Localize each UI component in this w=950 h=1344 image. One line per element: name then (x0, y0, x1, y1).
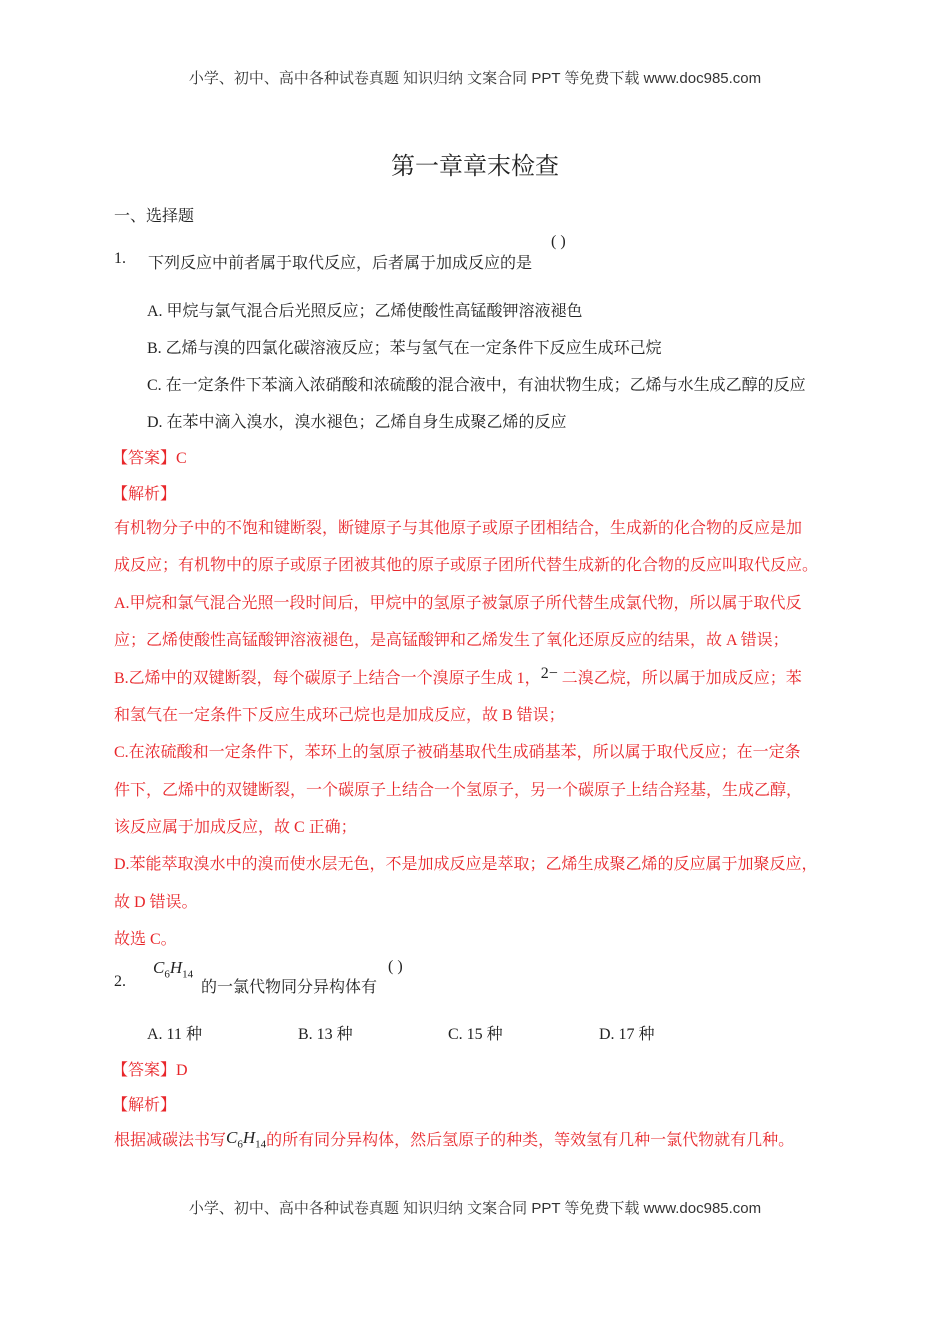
formula-h: H (242, 1128, 256, 1147)
q2-answer-paren: ( ) (388, 958, 403, 975)
answer-value: C (176, 450, 187, 467)
formula-h: H (169, 958, 183, 977)
q1-option-a: A. 甲烷与氯气混合后光照反应；乙烯使酸性高锰酸钾溶液褪色 (147, 303, 583, 320)
q1-option-b: B. 乙烯与溴的四氯化碳溶液反应；苯与氢气在一定条件下反应生成环己烷 (147, 340, 662, 357)
q1-answer-paren: ( ) (551, 233, 566, 250)
q2-analysis-label: 【解析】 (112, 1097, 177, 1114)
page-header: 小学、初中、高中各种试卷真题 知识归纳 文案合同 PPT 等免费下载 www.doc985.com (188, 70, 762, 87)
analysis-line: 和氢气在一定条件下反应生成环己烷也是加成反应，故 B 错误； (114, 707, 565, 724)
q1-stem: 下列反应中前者属于取代反应，后者属于加成反应的是 (148, 255, 533, 272)
analysis-line: 有机物分子中的不饱和键断裂，断键原子与其他原子或原子团相结合，生成新的化合物的反应是加 (114, 520, 803, 537)
analysis-line: A.甲烷和氯气混合光照一段时间后，甲烷中的氢原子被氯原子所代替生成氯代物，所以属于取代反 (114, 595, 802, 612)
analysis-formula (226, 1128, 267, 1151)
q1-option-d: D. 在苯中滴入溴水，溴水褪色；乙烯自身生成聚乙烯的反应 (147, 414, 567, 431)
q2-number: 2. (114, 973, 126, 990)
q1-option-c: C. 在一定条件下苯滴入浓硝酸和浓硫酸的混合液中，有油状物生成；乙烯与水生成乙醇的反应 (147, 377, 806, 394)
formula-c-sub: 6 (164, 968, 170, 981)
analysis-line: 故选 C。 (114, 931, 177, 948)
q2-answer (112, 1057, 188, 1080)
page-footer: 小学、初中、高中各种试卷真题 知识归纳 文案合同 PPT 等免费下载 www.doc985.com (188, 1200, 762, 1217)
formula-h-sub: 14 (182, 968, 194, 981)
q2-option-a: A. 11 种 (147, 1026, 202, 1043)
analysis-line: 该反应属于加成反应，故 C 正确； (114, 819, 357, 836)
analysis-text: 的所有同分异构体，然后氢原子的种类，等效氢有几种一氯代物就有几种。 (266, 1132, 795, 1149)
q2-stem: 的一氯代物同分异构体有 (201, 979, 378, 996)
q2-analysis-line (114, 1127, 794, 1152)
q2-option-b: B. 13 种 (298, 1026, 353, 1043)
q2-option-c: C. 15 种 (448, 1026, 503, 1043)
q2-option-d: D. 17 种 (599, 1026, 655, 1043)
analysis-line: D.苯能萃取溴水中的溴而使水层无色，不是加成反应是萃取；乙烯生成聚乙烯的反应属于加聚反应， (114, 856, 818, 873)
formula-c: C (153, 958, 165, 977)
analysis-line: 成反应；有机物中的原子或原子团被其他的原子或原子团所代替生成新的化合物的反应叫取代反应。 (114, 557, 819, 574)
analysis-line (114, 665, 802, 688)
analysis-line: 应；乙烯使酸性高锰酸钾溶液褪色，是高锰酸钾和乙烯发生了氧化还原反应的结果，故 A 错误； (114, 632, 789, 649)
analysis-line: C.在浓硫酸和一定条件下，苯环上的氢原子被硝基取代生成硝基苯，所以属于取代反应；在一定条 (114, 744, 801, 761)
q2-formula (153, 958, 193, 980)
q1-answer (112, 445, 187, 468)
formula-c-sub: 6 (237, 1138, 243, 1151)
analysis-text: B.乙烯中的双键断裂，每个碳原子上结合一个溴原子生成 1， (114, 670, 541, 687)
q1-analysis-label: 【解析】 (112, 486, 177, 503)
analysis-formula: 2− (540, 665, 558, 682)
analysis-line: 件下，乙烯中的双键断裂，一个碳原子上结合一个氢原子，另一个碳原子上结合羟基，生成乙醇， (114, 782, 803, 799)
analysis-text: 二溴乙烷，所以属于加成反应；苯 (557, 670, 802, 687)
analysis-text: 根据减碳法书写 (114, 1132, 227, 1149)
page-title: 第一章章末检查 (391, 154, 559, 180)
q1-number: 1. (114, 250, 126, 267)
formula-c: C (226, 1128, 238, 1147)
answer-label: 【答案】 (112, 1062, 177, 1079)
section-heading: 一、选择题 (114, 208, 195, 225)
analysis-line: 故 D 错误。 (114, 894, 198, 911)
answer-label: 【答案】 (112, 450, 177, 467)
answer-value: D (176, 1062, 188, 1079)
formula-h-sub: 14 (255, 1138, 267, 1151)
